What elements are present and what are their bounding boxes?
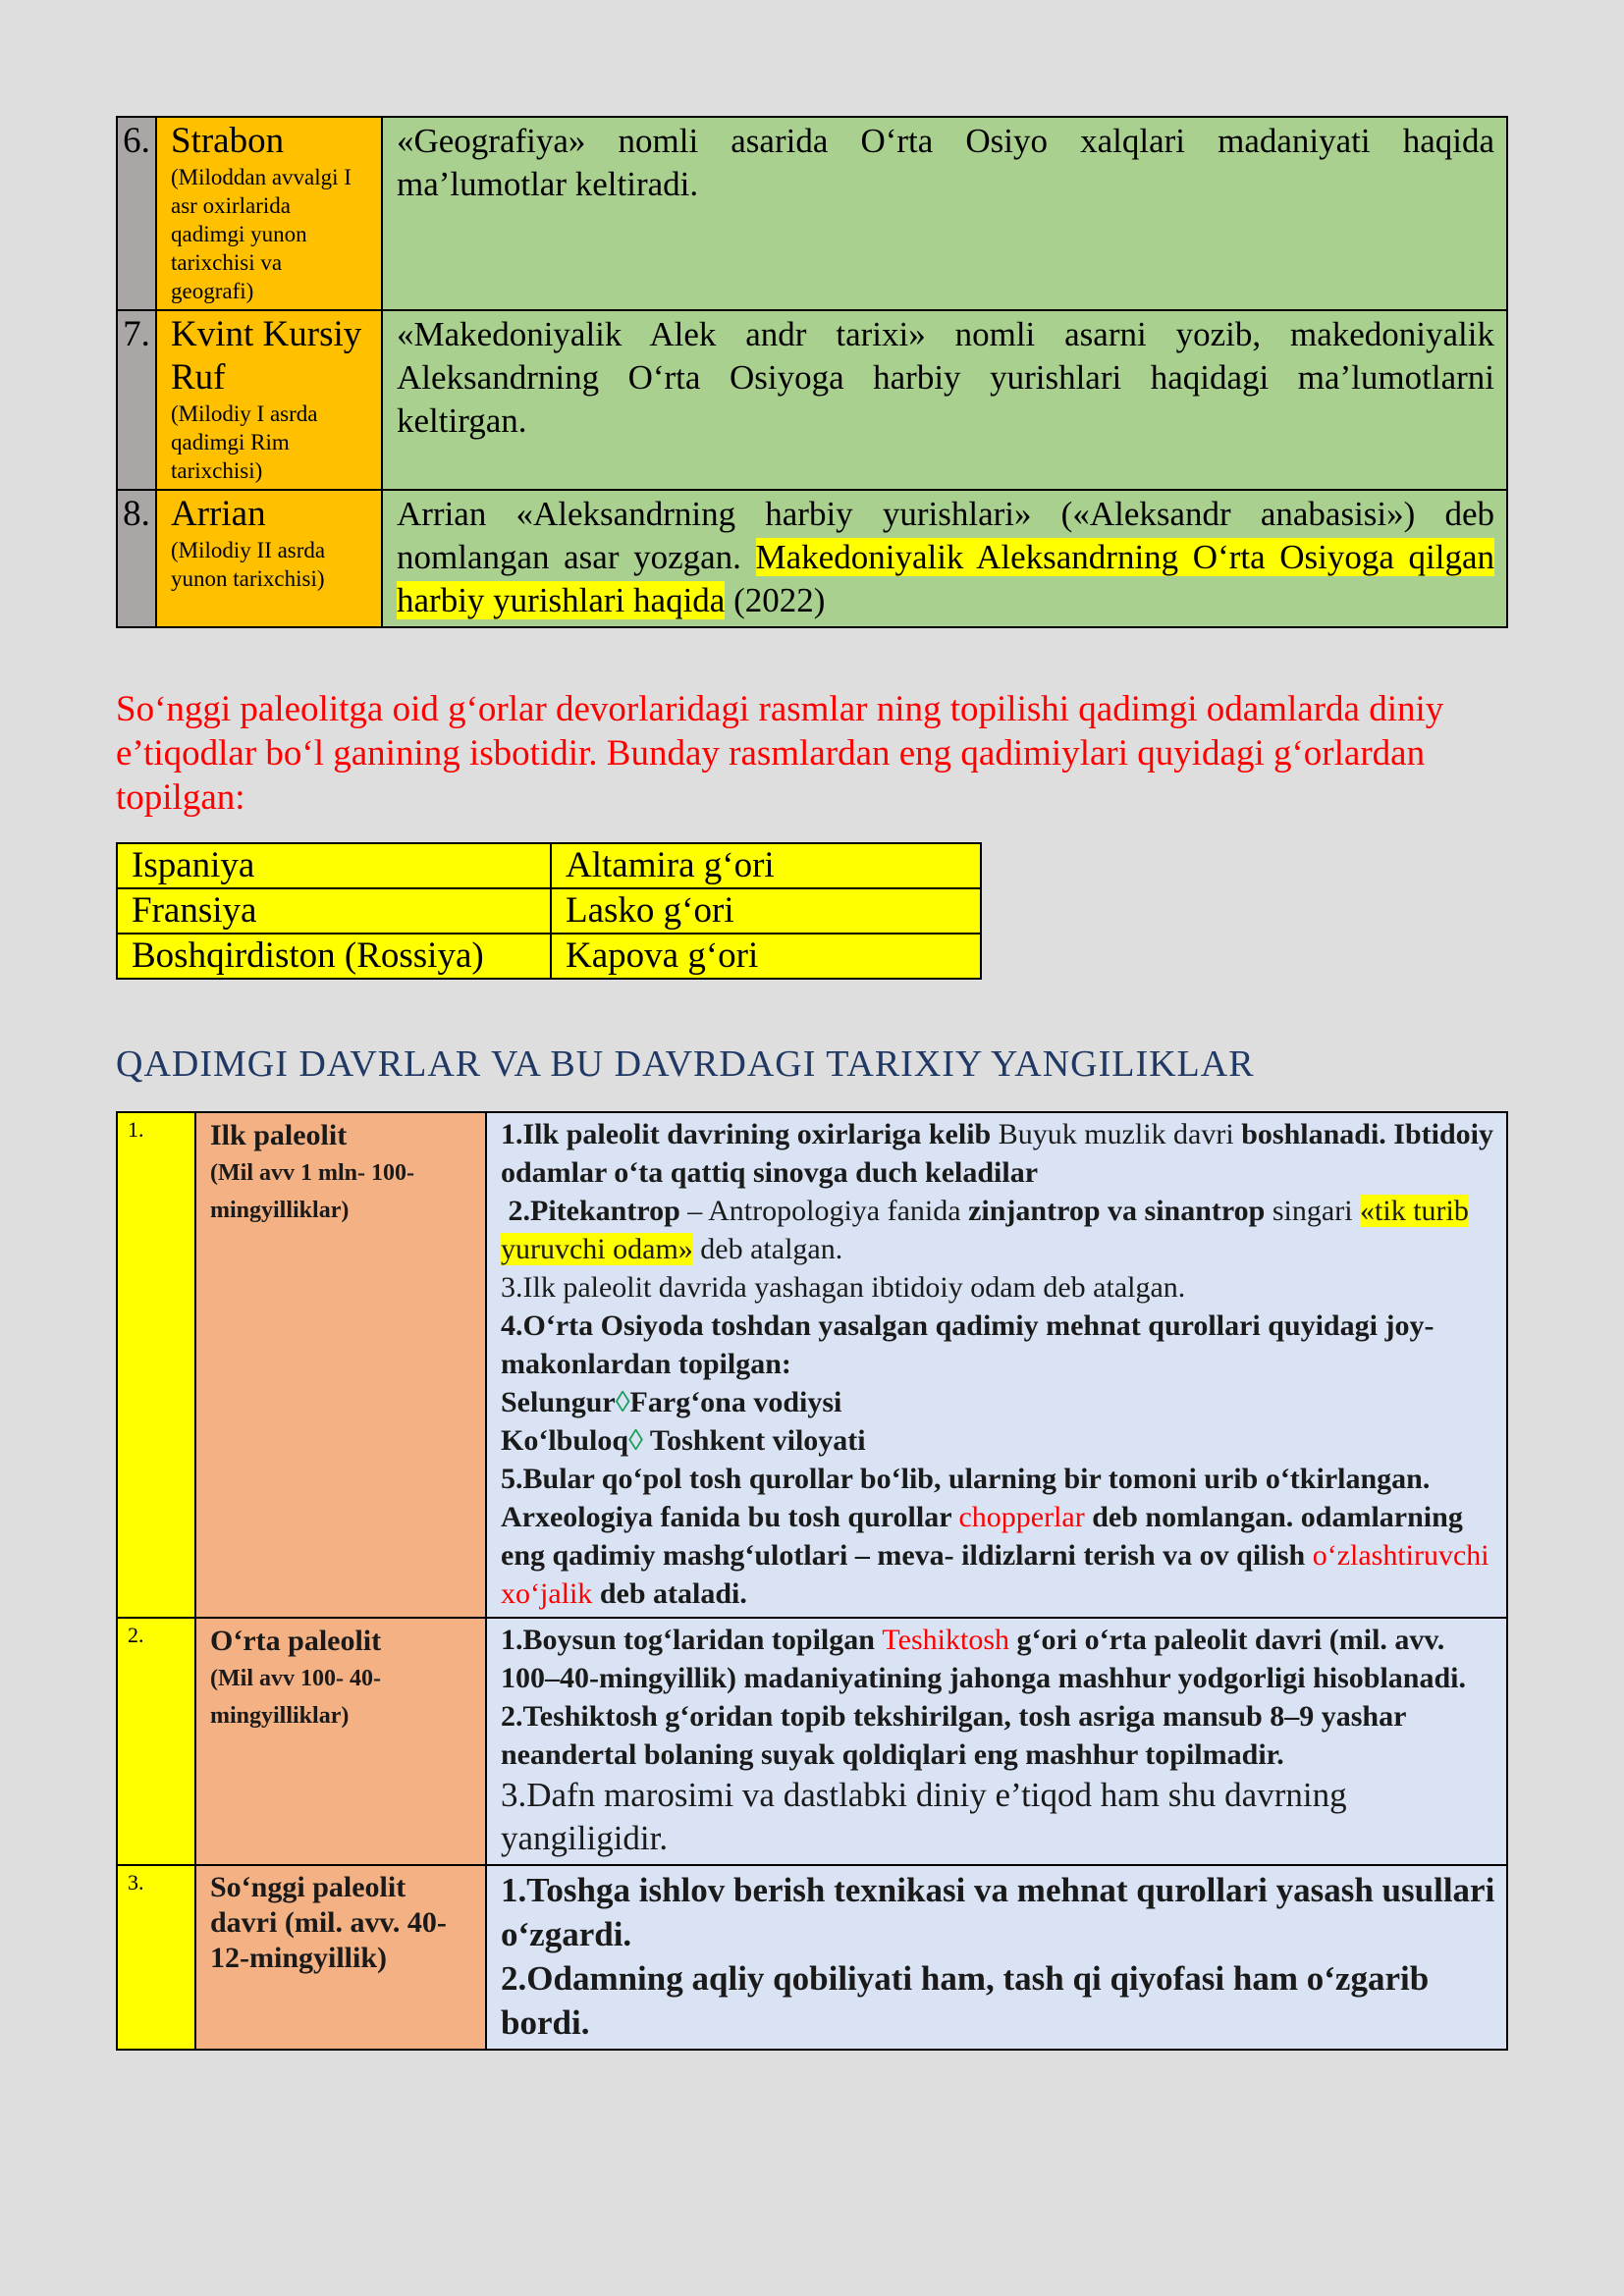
caves-table xyxy=(116,842,982,980)
period-name: O‘rta paleolit xyxy=(210,1625,382,1657)
historian-name-cell xyxy=(156,117,382,310)
table-row xyxy=(117,1865,1507,2050)
text: deb atalgan. xyxy=(692,1233,843,1265)
period-name-cell xyxy=(195,1618,486,1865)
period-name-cell xyxy=(195,1865,486,2050)
site-name: Ko‘lbuloq xyxy=(501,1424,629,1457)
desc-line: 3.Ilk paleolit davrida yashagan ibtidoiy odam deb atalgan. xyxy=(501,1271,1186,1304)
exam-year: (2022) xyxy=(725,581,826,619)
period-note: (Mil avv 1 mln- 100-mingyilliklar) xyxy=(210,1160,414,1223)
bold-text: 1.Boysun tog‘laridan topilgan xyxy=(501,1624,883,1656)
bold-text: 5.Bular qo‘pol tosh qurollar bo‘lib, ularning bir tomoni urib o‘tkirlangan. Arxeologiya fanida bu tosh qurollar xyxy=(501,1463,1431,1533)
bold-text: Pitekantrop xyxy=(530,1195,680,1227)
historian-name: Strabon xyxy=(171,121,285,161)
bold-text: deb nomlangan. odamlarning eng qadimiy mashg‘ulotlari – meva- ildizlarni terish va ov qilish xyxy=(501,1501,1463,1572)
row-number: 8. xyxy=(117,490,156,627)
desc-line: 4.O‘rta Osiyoda toshdan yasalgan qadimiy mehnat qurollari quyidagi joy-makonlardan topilgan: xyxy=(501,1309,1435,1380)
historian-note: (Milodiy I asrda qadimgi Rim tarixchisi) xyxy=(171,401,318,483)
desc-line xyxy=(501,1383,1496,1421)
bold-text: g‘ori o‘rta paleolit davri (mil. avv. 100–40-mingyillik) madaniyatining jahonga mashhur yodgorligi hisoblanadi. xyxy=(501,1624,1467,1694)
bold-text: boshlanadi. Ibtidoiy odamlar o‘ta qattiq sinovga duch keladilar xyxy=(501,1118,1493,1189)
table-row xyxy=(117,117,1507,310)
region-name: Farg‘ona vodiysi xyxy=(629,1386,842,1418)
desc-line xyxy=(501,1460,1496,1613)
section-title: QADIMGI DAVRLAR VA BU DAVRDAGI TARIXIY YANGILIKLAR xyxy=(116,1043,1255,1085)
bold-text: deb ataladi. xyxy=(592,1577,747,1610)
cave-paintings-paragraph: So‘nggi paleolitga oid g‘orlar devorlaridagi rasmlar ning topilishi qadimgi odamlarda diniy e’tiqodlar bo‘l ganining isbotidir. Bunday rasmlardan eng qadimiylari quyidagi g‘orlardan topilgan: xyxy=(116,689,1444,818)
highlighted-text: «tik turib yuruvchi odam» xyxy=(501,1195,1469,1265)
region-name: Toshkent viloyati xyxy=(642,1424,866,1457)
row-number: 6. xyxy=(117,117,156,310)
period-name: So‘nggi paleolit davri (mil. avv. 40-12-mingyillik) xyxy=(210,1871,447,1974)
desc-line xyxy=(501,1621,1496,1697)
diamond-icon: ◊ xyxy=(628,1424,643,1457)
desc-text: Arrian «Aleksandrning harbiy yurishlari» («Aleksandr anabasisi») deb nomlangan asar yozgan. xyxy=(397,495,1494,576)
cave-name: Kapova g‘ori xyxy=(551,934,981,979)
desc-line xyxy=(501,1421,1496,1460)
cave-name: Lasko g‘ori xyxy=(551,888,981,934)
row-number: 7. xyxy=(117,310,156,490)
table-row xyxy=(117,934,981,979)
table-row xyxy=(117,1112,1507,1618)
period-name: Ilk paleolit xyxy=(210,1119,348,1151)
historian-name: Kvint Kursiy Ruf xyxy=(171,314,362,398)
site-name: Selungur xyxy=(501,1386,616,1418)
red-term: chopperlar xyxy=(958,1501,1085,1533)
table-row xyxy=(117,843,981,888)
highlighted-text: Makedoniyalik Aleksandrning O‘rta Osiyoga qilgan harbiy yurishlari haqida xyxy=(397,538,1494,619)
periods-table xyxy=(116,1111,1508,2051)
table-row xyxy=(117,490,1507,627)
diamond-icon: ◊ xyxy=(615,1386,630,1418)
historian-name-cell xyxy=(156,310,382,490)
red-term: Teshiktosh xyxy=(882,1624,1009,1656)
table-row xyxy=(117,888,981,934)
bold-text: zinjantrop va sinantrop xyxy=(968,1195,1266,1227)
cave-country: Fransiya xyxy=(117,888,551,934)
text: singari xyxy=(1265,1195,1361,1227)
desc-line: 2.Odamning aqliy qobiliyati ham, tash qi qiyofasi ham o‘zgarib bordi. xyxy=(501,1959,1430,2042)
table-row xyxy=(117,1618,1507,1865)
desc-line: 2.Teshiktosh g‘oridan topib tekshirilgan, tosh asriga mansub 8–9 yashar neandertal bolaning suyak qoldiqlari eng mashhur topilmadir. xyxy=(501,1700,1406,1771)
historian-name-cell xyxy=(156,490,382,627)
desc-line: 1.Toshga ishlov berish texnikasi va mehnat qurollari yasash usullari o‘zgardi. xyxy=(501,1871,1495,1953)
red-term: o‘zlashtiruvchi xo‘jalik xyxy=(501,1539,1489,1610)
historian-description: «Makedoniyalik Alek andr tarixi» nomli asarni yozib, makedoniyalik Aleksandrning O‘rta Osiyoga harbiy yurishlari haqidagi ma’lumotlarni keltirgan. xyxy=(382,310,1507,490)
desc-line: 3.Dafn marosimi va dastlabki diniy e’tiqod ham shu davrning yangiligidir. xyxy=(501,1776,1347,1857)
period-description xyxy=(486,1112,1507,1618)
text: Buyuk muzlik davri xyxy=(991,1118,1242,1150)
desc-line xyxy=(501,1192,1496,1268)
cave-name: Altamira g‘ori xyxy=(551,843,981,888)
historian-note: (Miloddan avvalgi I asr oxirlarida qadimgi yunon tarixchisi va geografi) xyxy=(171,165,352,303)
historian-note: (Milodiy II asrda yunon tarixchisi) xyxy=(171,538,326,591)
historians-table xyxy=(116,116,1508,628)
row-number: 3. xyxy=(117,1865,195,2050)
historian-description xyxy=(382,490,1507,627)
historian-name: Arrian xyxy=(171,494,266,534)
row-number: 2. xyxy=(117,1618,195,1865)
bold-text: 2. xyxy=(508,1195,530,1227)
table-row xyxy=(117,310,1507,490)
historian-description: «Geografiya» nomli asarida O‘rta Osiyo xalqlari madaniyati haqida ma’lumotlar keltiradi. xyxy=(382,117,1507,310)
cave-country: Boshqirdiston (Rossiya) xyxy=(117,934,551,979)
desc-line xyxy=(501,1115,1496,1192)
cave-country: Ispaniya xyxy=(117,843,551,888)
text: – Antropologiya fanida xyxy=(679,1195,969,1227)
period-description xyxy=(486,1865,1507,2050)
period-note: (Mil avv 100- 40-mingyilliklar) xyxy=(210,1666,381,1729)
period-name-cell xyxy=(195,1112,486,1618)
bold-text: 1.Ilk paleolit davrining oxirlariga kelib xyxy=(501,1118,992,1150)
row-number: 1. xyxy=(117,1112,195,1618)
period-description xyxy=(486,1618,1507,1865)
